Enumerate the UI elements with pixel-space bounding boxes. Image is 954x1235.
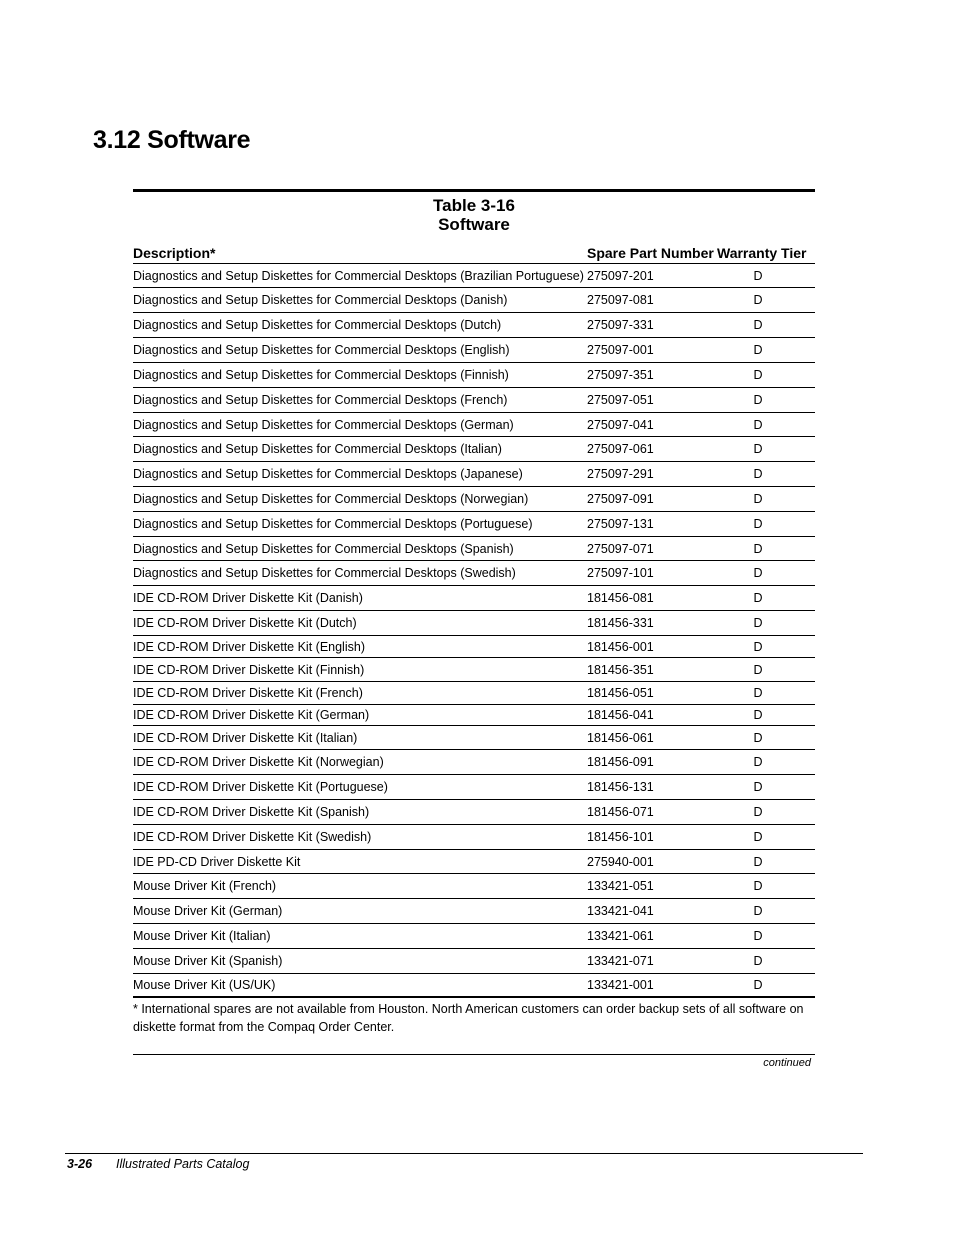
table-row [133,437,815,462]
row-warranty-tier: D [753,417,763,432]
table-row [133,611,815,636]
header-spare-part-number: Spare Part Number [587,245,714,261]
row-warranty-tier: D [753,662,763,677]
row-description: Diagnostics and Setup Diskettes for Commercial Desktops (Norwegian) [133,492,529,506]
row-description: IDE CD-ROM Driver Diskette Kit (Finnish) [133,662,365,677]
row-spare-part-number: 181456-101 [587,830,654,844]
software-table [133,189,815,1069]
row-warranty-tier: D [753,293,763,307]
table-bottom-rule [133,1054,815,1055]
row-spare-part-number: 133421-051 [587,879,654,893]
row-spare-part-number: 181456-061 [587,730,654,745]
table-row [133,313,815,338]
table-row [133,705,815,726]
row-description: Diagnostics and Setup Diskettes for Commercial Desktops (English) [133,343,510,357]
row-description: IDE CD-ROM Driver Diskette Kit (Italian) [133,730,358,745]
row-description: Mouse Driver Kit (German) [133,904,283,918]
row-warranty-tier: D [753,929,763,943]
row-description: Diagnostics and Setup Diskettes for Commercial Desktops (Spanish) [133,541,514,556]
row-description: Mouse Driver Kit (Italian) [133,929,271,943]
table-row [133,586,815,611]
row-warranty-tier: D [753,318,763,332]
table-row [133,561,815,586]
header-warranty-tier: Warranty Tier [717,245,807,261]
row-warranty-tier: D [753,639,763,654]
row-warranty-tier: D [753,616,763,630]
row-warranty-tier: D [753,879,763,893]
row-warranty-tier: D [753,591,763,605]
table-row [133,949,815,974]
row-description: Diagnostics and Setup Diskettes for Commercial Desktops (Italian) [133,442,502,456]
row-description: IDE CD-ROM Driver Diskette Kit (German) [133,708,370,722]
table-row [133,825,815,850]
table-row [133,413,815,437]
row-warranty-tier: D [753,954,763,968]
row-description: IDE CD-ROM Driver Diskette Kit (Danish) [133,591,363,605]
row-description: Diagnostics and Setup Diskettes for Commercial Desktops (French) [133,393,508,407]
row-spare-part-number: 275097-131 [587,517,654,531]
continued-note: continued [763,1057,811,1069]
row-spare-part-number: 181456-351 [587,662,654,677]
table-row [133,800,815,825]
row-spare-part-number: 275097-101 [587,566,654,580]
row-spare-part-number: 275097-201 [587,268,654,283]
table-row [133,899,815,924]
row-description: Diagnostics and Setup Diskettes for Commercial Desktops (Japanese) [133,467,523,481]
row-spare-part-number: 275097-331 [587,318,654,332]
row-warranty-tier: D [753,393,763,407]
table-caption [133,192,815,235]
row-spare-part-number: 275097-001 [587,343,654,357]
table-row [133,658,815,682]
table-row [133,512,815,537]
row-spare-part-number: 181456-041 [587,708,654,722]
row-warranty-tier: D [753,854,763,869]
table-row [133,924,815,949]
row-spare-part-number: 275097-351 [587,368,654,382]
row-spare-part-number: 133421-001 [587,978,654,992]
row-description: IDE CD-ROM Driver Diskette Kit (Spanish) [133,805,370,819]
row-warranty-tier: D [753,708,763,722]
row-spare-part-number: 133421-061 [587,929,654,943]
table-row [133,775,815,800]
table-row [133,682,815,705]
row-spare-part-number: 275940-001 [587,854,654,869]
row-description: Diagnostics and Setup Diskettes for Commercial Desktops (Swedish) [133,566,516,580]
table-row [133,288,815,313]
table-title: Software [438,215,510,234]
row-description: Mouse Driver Kit (French) [133,879,277,893]
row-spare-part-number: 275097-091 [587,492,654,506]
row-description: Diagnostics and Setup Diskettes for Commercial Desktops (German) [133,417,514,432]
row-warranty-tier: D [753,541,763,556]
row-spare-part-number: 181456-001 [587,639,654,654]
row-spare-part-number: 181456-081 [587,591,654,605]
table-row [133,537,815,561]
table-row [133,388,815,413]
header-description: Description* [133,245,216,261]
table-row [133,874,815,899]
row-description: IDE CD-ROM Driver Diskette Kit (French) [133,686,363,700]
row-spare-part-number: 133421-041 [587,904,654,918]
row-spare-part-number: 275097-061 [587,442,654,456]
row-warranty-tier: D [753,780,763,794]
row-description: IDE CD-ROM Driver Diskette Kit (Portuguese) [133,780,388,794]
table-row [133,264,815,288]
row-warranty-tier: D [753,686,763,700]
row-warranty-tier: D [753,830,763,844]
page-number: 3-26 [67,1157,93,1171]
row-description: Diagnostics and Setup Diskettes for Commercial Desktops (Portuguese) [133,517,533,531]
section-title: 3.12 Software [93,126,251,154]
row-description: Diagnostics and Setup Diskettes for Commercial Desktops (Brazilian Portuguese) [133,268,584,283]
table-row [133,850,815,874]
table-row [133,363,815,388]
table-number: Table 3-16 [433,196,515,215]
table-row [133,750,815,775]
table-row [133,636,815,658]
row-description: IDE PD-CD Driver Diskette Kit [133,854,301,869]
table-row [133,487,815,512]
row-description: Mouse Driver Kit (Spanish) [133,954,283,968]
row-description: Diagnostics and Setup Diskettes for Commercial Desktops (Danish) [133,293,508,307]
row-warranty-tier: D [753,730,763,745]
row-spare-part-number: 275097-081 [587,293,654,307]
table-row [133,974,815,998]
row-warranty-tier: D [753,805,763,819]
row-warranty-tier: D [753,467,763,481]
row-description: IDE CD-ROM Driver Diskette Kit (Dutch) [133,616,357,630]
row-warranty-tier: D [753,904,763,918]
row-spare-part-number: 275097-291 [587,467,654,481]
table-row [133,462,815,487]
row-description: IDE CD-ROM Driver Diskette Kit (English) [133,639,365,654]
table-body [133,264,815,998]
row-warranty-tier: D [753,492,763,506]
row-warranty-tier: D [753,755,763,769]
table-row [133,726,815,750]
row-spare-part-number: 181456-131 [587,780,654,794]
row-spare-part-number: 181456-071 [587,805,654,819]
document-title: Illustrated Parts Catalog [116,1157,250,1171]
row-description: IDE CD-ROM Driver Diskette Kit (Norwegian) [133,755,384,769]
row-warranty-tier: D [753,442,763,456]
table-footnote: * International spares are not available from Houston. North American customers can order backup sets of all software on diskette format from the Compaq Order Center. [133,1002,804,1034]
row-spare-part-number: 275097-051 [587,393,654,407]
row-warranty-tier: D [753,978,763,992]
row-warranty-tier: D [753,566,763,580]
row-description: IDE CD-ROM Driver Diskette Kit (Swedish) [133,830,372,844]
table-header-row [133,235,815,264]
row-spare-part-number: 181456-331 [587,616,654,630]
row-warranty-tier: D [753,343,763,357]
row-spare-part-number: 181456-051 [587,686,654,700]
row-spare-part-number: 181456-091 [587,755,654,769]
table-row [133,338,815,363]
row-spare-part-number: 133421-071 [587,954,654,968]
row-warranty-tier: D [753,368,763,382]
row-spare-part-number: 275097-041 [587,417,654,432]
row-spare-part-number: 275097-071 [587,541,654,556]
row-description: Diagnostics and Setup Diskettes for Commercial Desktops (Dutch) [133,318,502,332]
footer-rule [65,1153,863,1154]
row-description: Mouse Driver Kit (US/UK) [133,978,276,992]
row-warranty-tier: D [753,517,763,531]
row-description: Diagnostics and Setup Diskettes for Commercial Desktops (Finnish) [133,368,509,382]
row-warranty-tier: D [753,268,763,283]
